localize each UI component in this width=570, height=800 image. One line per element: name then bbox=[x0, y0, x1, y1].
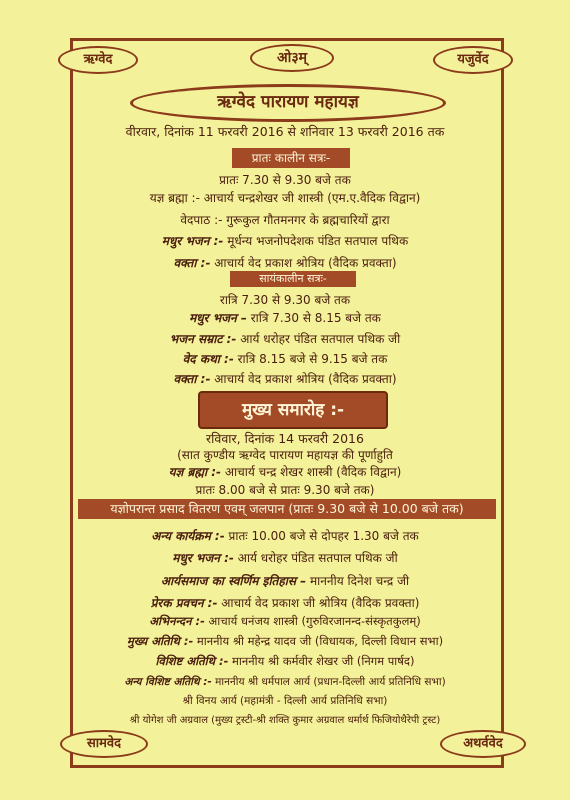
prasad-banner: यज्ञोपरान्त प्रसाद वितरण एवम् जलपान (प्रातः 9.30 बजे से 10.00 बजे तक) bbox=[78, 499, 496, 519]
corner-samaveda: सामवेद bbox=[60, 730, 148, 758]
event-line-10: श्री योगेश जी अग्रवाल (मुख्य ट्रस्टी-श्री शक्ति कुमार अग्रवाल धर्मार्थ फिजियोथैरेपी ट्रस्ट) bbox=[129, 715, 441, 726]
evening-time: रात्रि 7.30 से 9.30 बजे तक bbox=[219, 293, 351, 307]
evening-heading: सायंकालीन सत्रः- bbox=[230, 271, 356, 287]
event-line-8: अन्य विशिष्ट अतिथि :- माननीय श्री धर्मपाल आर्य (प्रधान-दिल्ली आर्य प्रतिनिधि सभा) bbox=[124, 676, 446, 688]
evening-line-1: मधुर भजन – रात्रि 7.30 से 8.15 बजे तक bbox=[189, 311, 381, 325]
event-line-2: मधुर भजन :- आर्य धरोहर पंडित सतपाल पथिक जी bbox=[172, 551, 398, 565]
event-line-1: अन्य कार्यक्रम :- प्रातः 10.00 बजे से दोपहर 1.30 बजे तक bbox=[151, 529, 419, 543]
main-event-date: रविवार, दिनांक 14 फरवरी 2016 bbox=[206, 431, 364, 446]
corner-rigveda: ऋग्वेद bbox=[58, 46, 138, 74]
page-title: ऋग्वेद पारायण महायज्ञ bbox=[130, 84, 446, 122]
morning-line-1: यज्ञ ब्रह्मा :- आचार्य चन्द्रशेखर जी शास्त्री (एम.ए.वैदिक विद्वान) bbox=[149, 191, 421, 205]
evening-line-2: भजन सम्राट :- आर्य धरोहर पंडित सतपाल पथिक जी bbox=[169, 332, 401, 346]
event-line-7: विशिष्ट अतिथि :- माननीय श्री कर्मवीर शेखर जी (निगम पार्षद) bbox=[155, 654, 415, 668]
morning-line-4: वक्ता :- आचार्य वेद प्रकाश श्रोत्रिय (वैदिक प्रवक्ता) bbox=[173, 256, 397, 270]
event-line-3: आर्यसमाज का स्वर्णिम इतिहास – माननीय दिनेश चन्द्र जी bbox=[160, 574, 410, 588]
date-range: वीरवार, दिनांक 11 फरवरी 2016 से शनिवार 13 फरवरी 2016 तक bbox=[125, 124, 445, 139]
event-line-4: प्रेरक प्रवचन :- आचार्य वेद प्रकाश जी श्रोत्रिय (वैदिक प्रवक्ता) bbox=[150, 596, 420, 610]
morning-heading: प्रातः कालीन सत्रः- bbox=[232, 148, 350, 168]
main-event-subtitle: (सात कुण्डीय ऋग्वेद पारायण महायज्ञ की पूर्णाहुति bbox=[177, 448, 393, 462]
main-event-brahma: यज्ञ ब्रह्मा :- आचार्य चन्द्र शेखर शास्त्री (वैदिक विद्वान) bbox=[168, 465, 402, 479]
event-line-6: मुख्य अतिथि :- माननीय श्री महेन्द्र यादव जी (विधायक, दिल्ली विधान सभा) bbox=[126, 634, 444, 648]
morning-time: प्रातः 7.30 से 9.30 बजे तक bbox=[219, 173, 351, 187]
event-line-9: श्री विनय आर्य (महामंत्री - दिल्ली आर्य प्रतिनिधि सभा) bbox=[182, 695, 388, 707]
morning-line-2: वेदपाठ :- गुरूकुल गौतमनगर के ब्रह्मचारियों द्वारा bbox=[180, 213, 390, 227]
event-line-5: अभिनन्दन :- आचार्य धनंजय शास्त्री (गुरुविरजानन्द-संस्कृतकुलम्) bbox=[149, 614, 421, 628]
main-event-heading: मुख्य समारोह :- bbox=[198, 391, 388, 429]
corner-atharvaveda: अथर्ववेद bbox=[440, 730, 526, 758]
evening-line-3: वेद कथा :- रात्रि 8.15 बजे से 9.15 बजे तक bbox=[182, 352, 388, 366]
corner-yajurveda: यजुर्वेद bbox=[433, 46, 513, 74]
evening-line-4: वक्ता :- आचार्य वेद प्रकाश श्रोत्रिय (वैदिक प्रवक्ता) bbox=[173, 372, 397, 386]
om-badge: ओ३म् bbox=[250, 44, 334, 72]
morning-line-3: मधुर भजन :- मूर्धन्य भजनोपदेशक पंडित सतपाल पथिक bbox=[161, 234, 409, 248]
main-event-time: प्रातः 8.00 बजे से प्रातः 9.30 बजे तक) bbox=[195, 483, 375, 497]
